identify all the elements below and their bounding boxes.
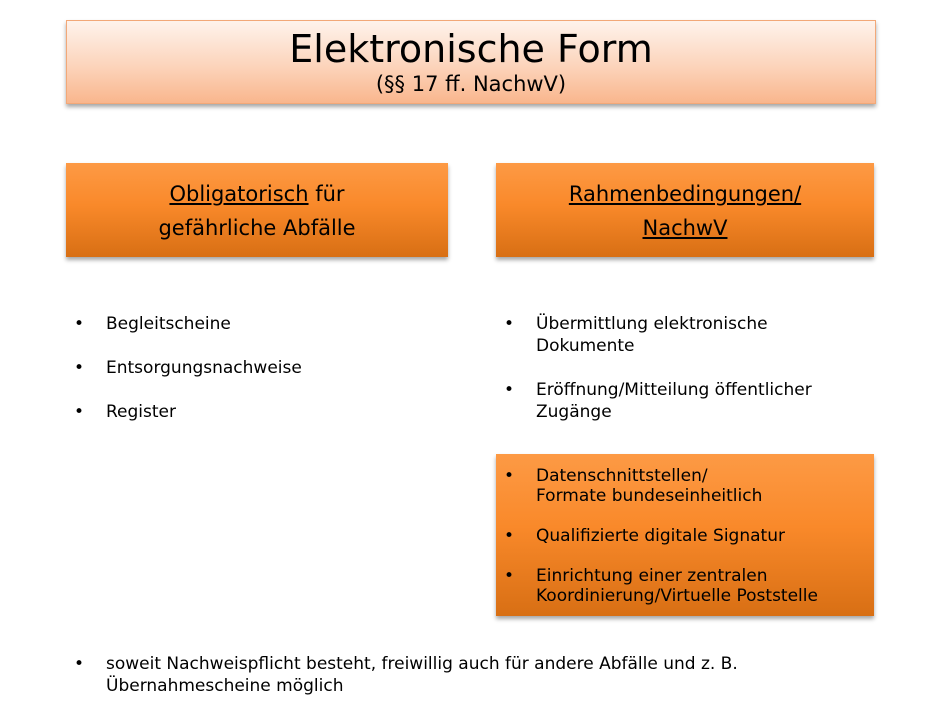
list-item <box>496 526 874 546</box>
bullet-icon: • <box>504 526 515 546</box>
left-header-underlined: Obligatorisch <box>169 182 309 206</box>
left-bullet-list <box>66 313 446 445</box>
list-item-text: Entsorgungsnachweise <box>106 358 302 378</box>
left-header-line1 <box>66 177 448 211</box>
list-item-text: Register <box>106 402 176 422</box>
right-header-line1: Rahmenbedingungen/ <box>568 182 802 206</box>
left-header-box <box>66 163 448 257</box>
list-item <box>496 566 874 606</box>
bullet-icon: • <box>504 566 515 586</box>
right-header-box <box>496 163 874 257</box>
list-item <box>66 653 886 697</box>
list-item-line2: Zugänge <box>536 402 612 422</box>
bottom-note-line2: Übernahmescheine möglich <box>106 676 344 696</box>
list-item-line1: Eröffnung/Mitteilung öffentlicher <box>536 380 812 400</box>
left-header-line2: gefährliche Abfälle <box>158 216 356 240</box>
list-item-line1: Einrichtung einer zentralen <box>536 566 768 586</box>
bottom-note-line1: soweit Nachweispflicht besteht, freiwillig auch für andere Abfälle und z. B. <box>106 654 738 674</box>
right-bullet-list <box>496 313 874 445</box>
list-item <box>496 313 874 357</box>
bullet-icon: • <box>504 314 515 334</box>
bottom-note-list <box>66 653 886 697</box>
list-item <box>496 379 874 423</box>
highlight-bullet-list <box>496 466 874 606</box>
list-item <box>66 357 446 379</box>
bullet-icon: • <box>74 402 85 422</box>
list-item <box>66 401 446 423</box>
highlight-box <box>496 454 874 616</box>
page-subtitle: (§§ 17 ff. NachwV) <box>375 72 567 96</box>
list-item-line2: Dokumente <box>536 336 635 356</box>
bullet-icon: • <box>504 466 515 486</box>
list-item-line1: Datenschnittstellen/ <box>536 466 708 486</box>
list-item-line1: Qualifizierte digitale Signatur <box>536 526 785 546</box>
list-item-text: Begleitscheine <box>106 314 231 334</box>
list-item-line1: Übermittlung elektronische <box>536 314 768 334</box>
list-item <box>66 313 446 335</box>
page-title: Elektronische Form <box>289 27 653 71</box>
list-item-line2: Koordinierung/Virtuelle Poststelle <box>536 586 818 606</box>
title-box <box>66 20 876 104</box>
right-header-line2: NachwV <box>642 216 728 240</box>
bullet-icon: • <box>504 380 515 400</box>
left-header-rest: für <box>308 182 345 206</box>
bullet-icon: • <box>74 314 85 334</box>
list-item <box>496 466 874 506</box>
bullet-icon: • <box>74 654 85 674</box>
bullet-icon: • <box>74 358 85 378</box>
list-item-line2: Formate bundeseinheitlich <box>536 486 763 506</box>
